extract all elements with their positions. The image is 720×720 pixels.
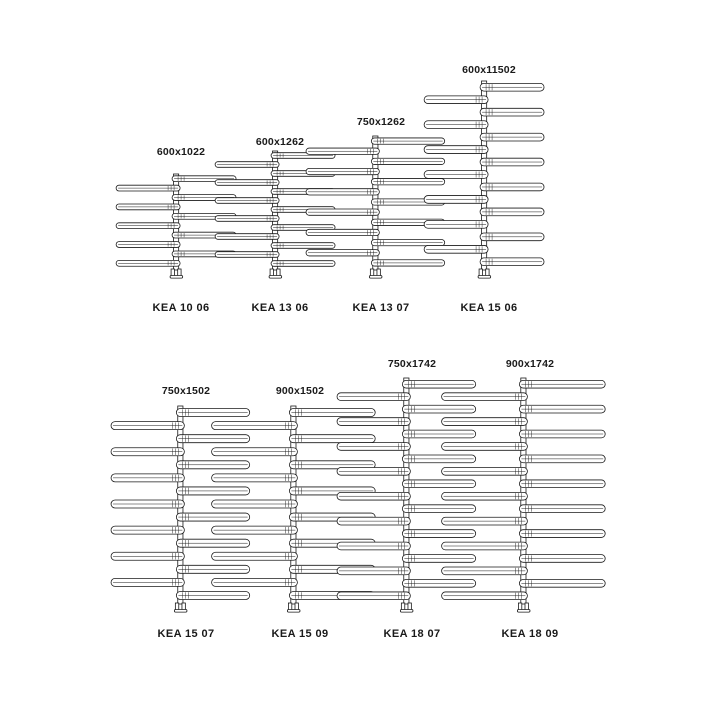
dimension-label: 600x1022 (156, 146, 206, 158)
radiator-drawing (245, 402, 355, 614)
radiator-drawing (334, 132, 428, 280)
model-label: KEA 15 09 (271, 628, 329, 640)
dimension-label: 900x1742 (505, 358, 555, 370)
model-label: KEA 18 07 (383, 628, 441, 640)
radiator-kea-15-09 (245, 402, 355, 614)
radiator-drawing (475, 374, 585, 614)
radiator-kea-18-09 (475, 374, 585, 614)
dimension-label: 750x1502 (161, 385, 211, 397)
model-label: KEA 13 06 (251, 302, 309, 314)
dimension-label: 900x1502 (275, 385, 325, 397)
dimension-label: 600x11502 (462, 64, 516, 76)
radiator-kea-10-06 (140, 170, 222, 280)
model-label: KEA 10 06 (152, 302, 210, 314)
radiator-drawing (140, 170, 222, 280)
dimension-label: 600x1262 (255, 136, 305, 148)
model-label: KEA 18 09 (501, 628, 559, 640)
dimension-label: 750x1262 (356, 116, 406, 128)
dimension-label: 750x1742 (387, 358, 437, 370)
model-label: KEA 15 07 (157, 628, 215, 640)
radiator-kea-13-07 (334, 132, 428, 280)
model-label: KEA 13 07 (352, 302, 410, 314)
radiator-drawing (448, 77, 530, 280)
model-label: KEA 15 06 (460, 302, 518, 314)
radiator-kea-15-06 (448, 77, 530, 280)
